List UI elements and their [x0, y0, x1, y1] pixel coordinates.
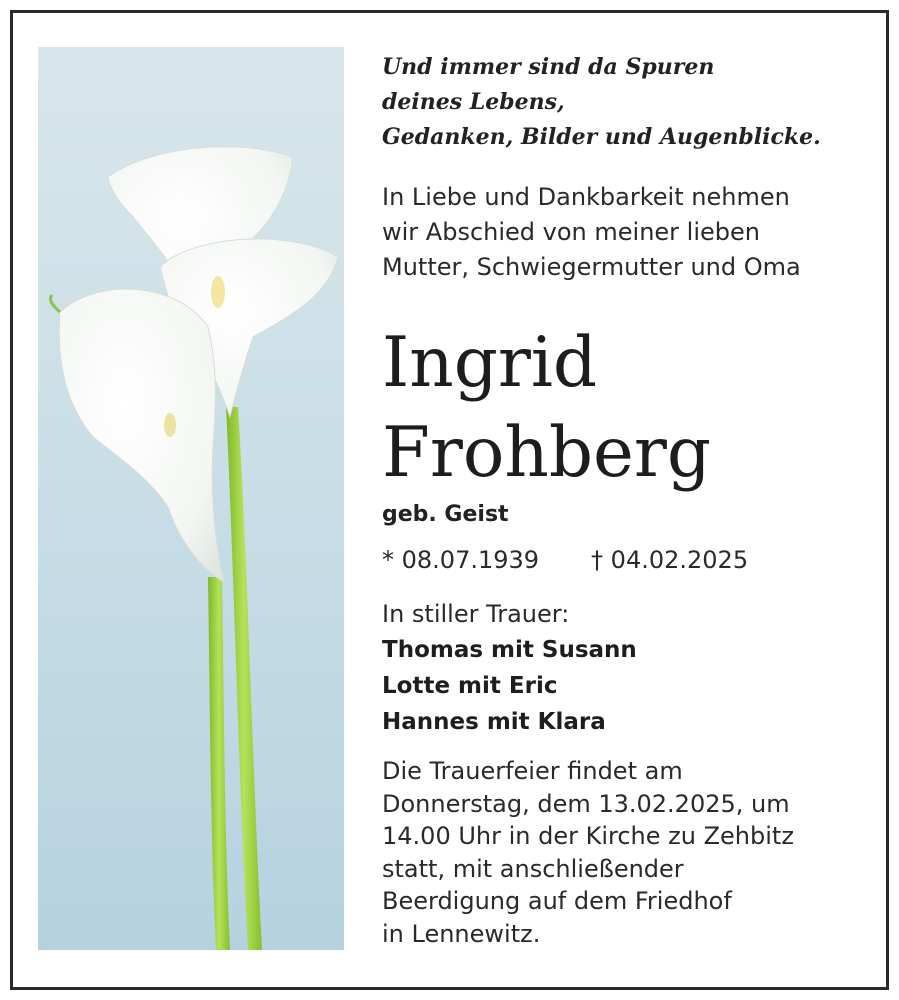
quote-line: Gedanken, Bilder und Augenblicke. [382, 124, 821, 150]
funeral-service-info [382, 755, 862, 950]
mourner-name: Lotte mit Eric [382, 673, 558, 699]
calla-lily-photo [38, 47, 344, 950]
quote-line: Und immer sind da Spuren [382, 54, 715, 80]
maiden-name: geb. Geist [382, 502, 509, 527]
first-name: Ingrid [382, 323, 598, 403]
intro-line: Mutter, Schwiegermutter und Oma [382, 253, 801, 281]
service-line: in Lennewitz. [382, 919, 541, 948]
service-line: statt, mit anschließender [382, 854, 684, 883]
calla-lily-icon [38, 47, 344, 950]
memorial-quote [382, 50, 862, 155]
service-line: Die Trauerfeier findet am [382, 757, 683, 785]
service-line: Donnerstag, dem 13.02.2025, um [382, 789, 790, 818]
life-dates [382, 542, 862, 578]
intro-line: In Liebe und Dankbarkeit nehmen [382, 183, 790, 211]
service-line: 14.00 Uhr in der Kirche zu Zehbitz [382, 822, 794, 850]
mourner-name: Thomas mit Susann [382, 637, 637, 663]
last-name: Frohberg [382, 413, 711, 493]
mourners-section [382, 596, 862, 740]
farewell-intro [382, 180, 862, 285]
service-line: Beerdigung auf dem Friedhof [382, 887, 732, 915]
deceased-name [382, 318, 862, 498]
death-date: † 04.02.2025 [591, 546, 749, 574]
quote-line: deines Lebens, [382, 89, 565, 115]
mourner-name: Hannes mit Klara [382, 709, 606, 735]
mourners-heading: In stiller Trauer: [382, 600, 570, 628]
birth-date: * 08.07.1939 [382, 546, 540, 574]
intro-line: wir Abschied von meiner lieben [382, 218, 760, 246]
